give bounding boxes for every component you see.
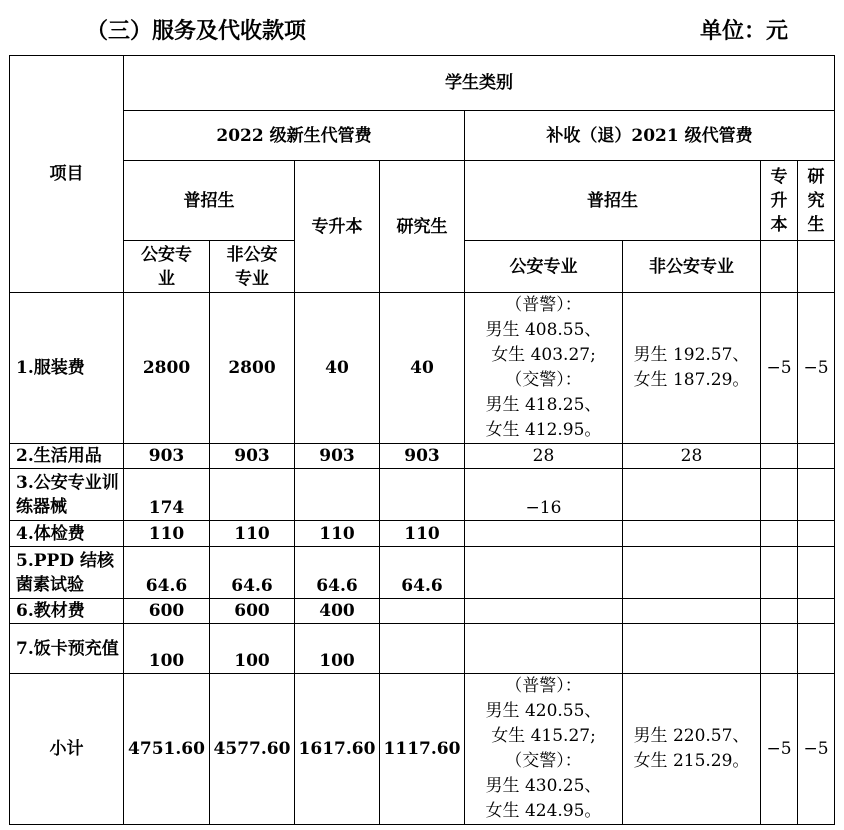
cell: 1117.60 [380,674,465,825]
row-label: 3.公安专业训练器械 [10,469,124,521]
header-item: 项目 [10,56,124,293]
cell: 40 [295,293,380,444]
header-2022-fee: 2022 级新生代管费 [124,111,465,161]
header-ga-2021: 公安专业 [465,241,623,293]
row-label: 7.饭卡预充值 [10,624,124,674]
cell: 64.6 [210,547,295,599]
cell: 600 [210,599,295,624]
cell: 400 [295,599,380,624]
cell: （普警）： 男生 420.55、 女生 415.27; （交警）： 男生 430.25、 女生 424.95。 [465,674,623,825]
header-fga-2022: 非公安 专业 [210,241,295,293]
cell: 40 [380,293,465,444]
cell: 600 [124,599,210,624]
cell: −16 [465,469,623,521]
cell: 110 [210,521,295,547]
cell: 110 [380,521,465,547]
cell: 2800 [210,293,295,444]
cell: 28 [465,444,623,469]
cell: 64.6 [124,547,210,599]
cell: 100 [124,624,210,674]
cell: 男生 192.57、 女生 187.29。 [623,293,761,444]
unit-label: 单位：元 [700,18,789,44]
table-row [10,444,835,469]
cell: 903 [380,444,465,469]
cell: 28 [623,444,761,469]
header-yanjiu-2021: 研 究 生 [798,161,835,241]
cell: 100 [210,624,295,674]
row-label: 5.PPD 结核菌素试验 [10,547,124,599]
header-fga-2021: 非公安专业 [623,241,761,293]
cell: −5 [798,674,835,825]
cell: 4577.60 [210,674,295,825]
cell: 174 [124,469,210,521]
row-label: 4.体检费 [10,521,124,547]
cell: 110 [124,521,210,547]
page-title: （三）服务及代收款项 [86,18,307,44]
table-row [10,521,835,547]
header-zhuansheng-2021: 专 升 本 [761,161,798,241]
table-row [10,293,835,444]
header-puzhao-2022: 普招生 [124,161,295,241]
header-ga-2022: 公安专 业 [124,241,210,293]
header-student-category: 学生类别 [124,56,835,111]
cell: 4751.60 [124,674,210,825]
cell: 903 [295,444,380,469]
header-2021-fee: 补收（退）2021 级代管费 [465,111,835,161]
fee-table [9,55,835,825]
table-row [10,599,835,624]
cell: 64.6 [380,547,465,599]
table-row [10,624,835,674]
header-yanjiu-2022: 研究生 [380,161,465,293]
header-puzhao-2021: 普招生 [465,161,761,241]
row-label: 2.生活用品 [10,444,124,469]
cell: −5 [761,293,798,444]
table-row [10,547,835,599]
cell: 1617.60 [295,674,380,825]
header-zhuansheng-2022: 专升本 [295,161,380,293]
cell: −5 [798,293,835,444]
cell: 100 [295,624,380,674]
cell: 64.6 [295,547,380,599]
cell: 903 [210,444,295,469]
table-row [10,674,835,825]
table-row [10,469,835,521]
cell: 110 [295,521,380,547]
cell: 2800 [124,293,210,444]
row-label: 1.服装费 [10,293,124,444]
cell: 903 [124,444,210,469]
cell: （普警）： 男生 408.55、 女生 403.27; （交警）： 男生 418.25、 女生 412.95。 [465,293,623,444]
row-label: 小计 [10,674,124,825]
row-label: 6.教材费 [10,599,124,624]
cell: 男生 220.57、 女生 215.29。 [623,674,761,825]
cell: −5 [761,674,798,825]
